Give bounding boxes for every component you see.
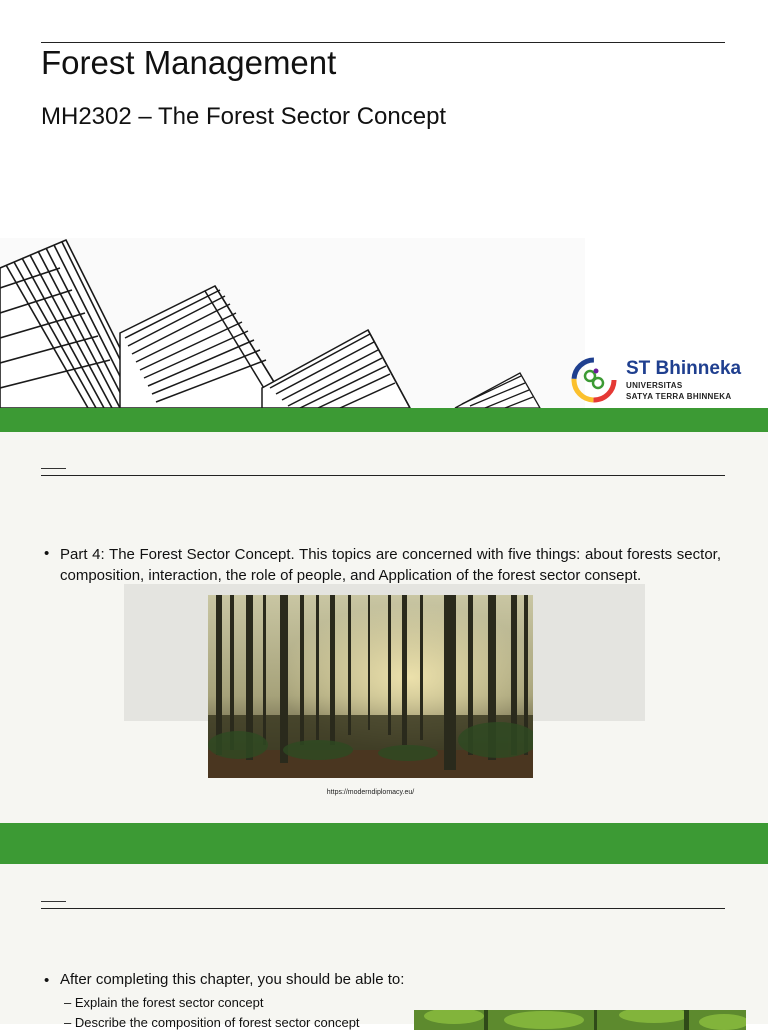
title-placeholder-dash [41, 468, 66, 469]
header-rule [41, 908, 725, 909]
logo-emblem-icon [570, 356, 618, 404]
green-separator [0, 408, 768, 432]
top-rule [41, 42, 725, 43]
title-slide [0, 0, 768, 408]
part4-paragraph: Part 4: The Forest Sector Concept. This topics are concerned with five things: about forests sector, composition, interaction, the role of people, and Application of the forest sector consept. [60, 546, 721, 584]
slide-subtitle: MH2302 – The Forest Sector Concept [41, 103, 447, 130]
objectives-intro: After completing this chapter, you should be able to: [60, 971, 405, 988]
bullet-point: • [44, 972, 50, 989]
title-placeholder-dash [41, 901, 66, 902]
image-caption: https://moderndiplomacy.eu/ [326, 789, 415, 796]
logo-name: ST Bhinneka [626, 358, 742, 379]
slide-title: Forest Management [41, 44, 337, 81]
list-item: – Explain the forest sector concept [64, 995, 264, 1010]
building-illustration [0, 238, 585, 408]
content-slide-part4 [0, 432, 768, 823]
bullet-point: • [44, 545, 50, 562]
header-rule [41, 475, 725, 476]
trees-photo [414, 1010, 746, 1030]
list-item: – Describe the composition of forest sector concept [64, 1015, 360, 1030]
forest-photo [208, 595, 533, 778]
logo-subtitle-line2: SATYA TERRA BHINNEKA [626, 392, 732, 401]
university-logo [568, 352, 758, 406]
green-separator [0, 823, 768, 864]
logo-subtitle-line1: UNIVERSITAS [626, 381, 683, 390]
content-slide-objectives [0, 864, 768, 1030]
